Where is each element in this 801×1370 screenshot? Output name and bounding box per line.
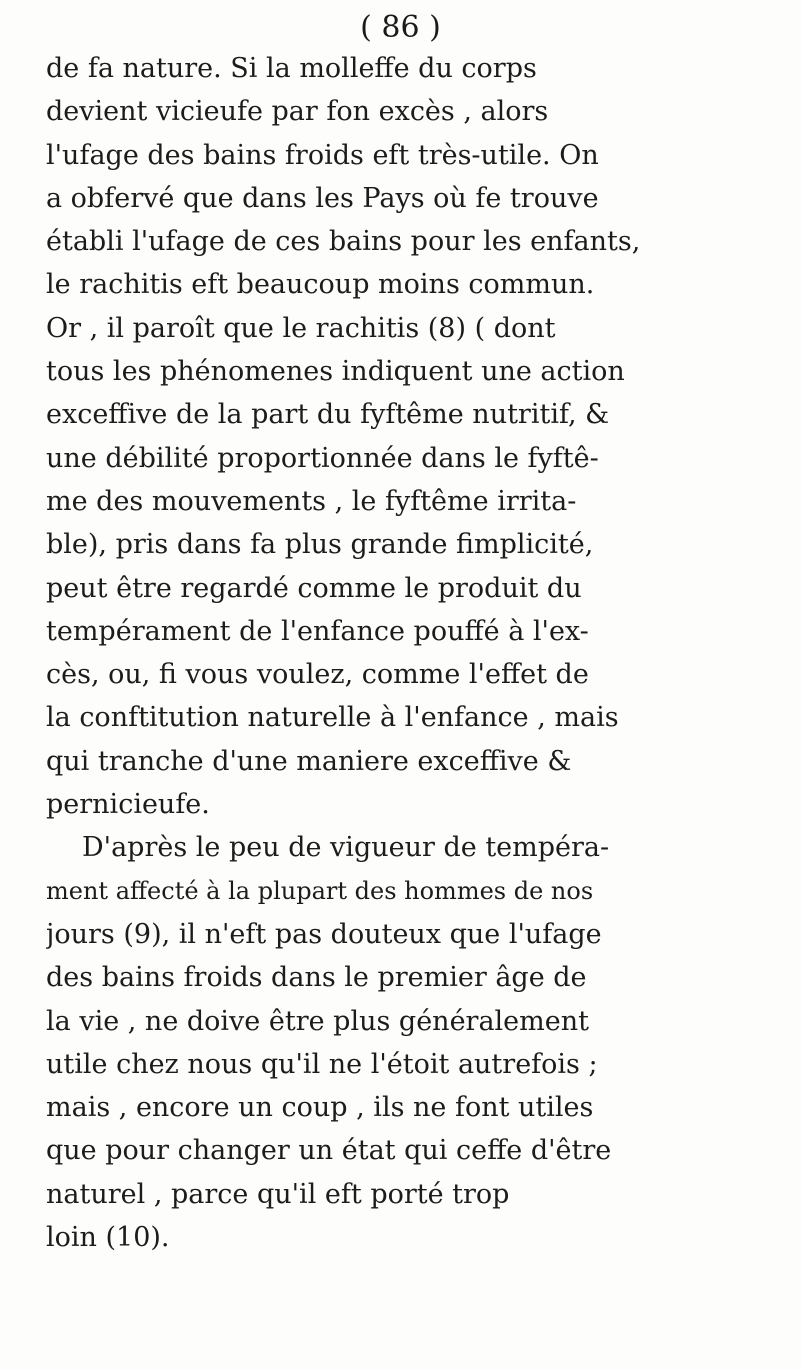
text-line: une débilité proportionnée dans le fyftê- — [46, 442, 599, 474]
body-text — [46, 47, 796, 1259]
text-line: la conftitution naturelle à l'enfance , mais — [46, 702, 619, 734]
text-line: pernicieufe. — [46, 789, 210, 821]
text-line: tempérament de l'enfance pouffé à l'ex- — [46, 615, 589, 647]
text-line: ment affecté à la plupart des hommes de nos — [46, 876, 594, 905]
text-line: loin (10). — [46, 1222, 170, 1254]
text-line: de fa nature. Si la molleffe du corps — [46, 53, 537, 84]
text-line: exceffive de la part du fyftême nutritif, & — [46, 399, 610, 431]
text-line: devient vicieufe par fon excès , alors — [46, 96, 549, 128]
text-line: naturel , parce qu'il eft porté trop — [46, 1178, 510, 1210]
text-line: me des mouvements , le fyftême irrita- — [46, 485, 577, 517]
text-line: l'ufage des bains froids eft très-utile. On — [46, 139, 599, 171]
text-line: Or , il paroît que le rachitis (8) ( dont — [46, 312, 556, 344]
text-line: D'après le peu de vigueur de tempéra- — [82, 832, 610, 864]
text-line: des bains froids dans le premier âge de — [46, 962, 587, 994]
text-line: que pour changer un état qui ceffe d'être — [46, 1135, 612, 1167]
text-line: tous les phénomenes indiquent une action — [46, 356, 625, 388]
text-line: cès, ou, fi vous voulez, comme l'effet de — [46, 659, 589, 691]
text-line: la vie , ne doive être plus généralement — [46, 1005, 589, 1037]
text-line: qui tranche d'une maniere exceffive & — [46, 745, 572, 777]
text-line: jours (9), il n'eft pas douteux que l'ufage — [46, 918, 602, 950]
text-line: le rachitis eft beaucoup moins commun. — [46, 269, 595, 301]
text-line: établi l'ufage de ces bains pour les enfants, — [46, 226, 641, 258]
text-line: utile chez nous qu'il ne l'étoit autrefois ; — [46, 1048, 598, 1080]
text-line: mais , encore un coup , ils ne font utiles — [46, 1092, 594, 1124]
text-line: a obfervé que dans les Pays où fe trouve — [46, 182, 599, 214]
text-line: ble), pris dans fa plus grande fimplicité, — [46, 529, 594, 561]
text-line: peut être regardé comme le produit du — [46, 572, 582, 604]
page-number: ( 86 ) — [360, 10, 441, 45]
